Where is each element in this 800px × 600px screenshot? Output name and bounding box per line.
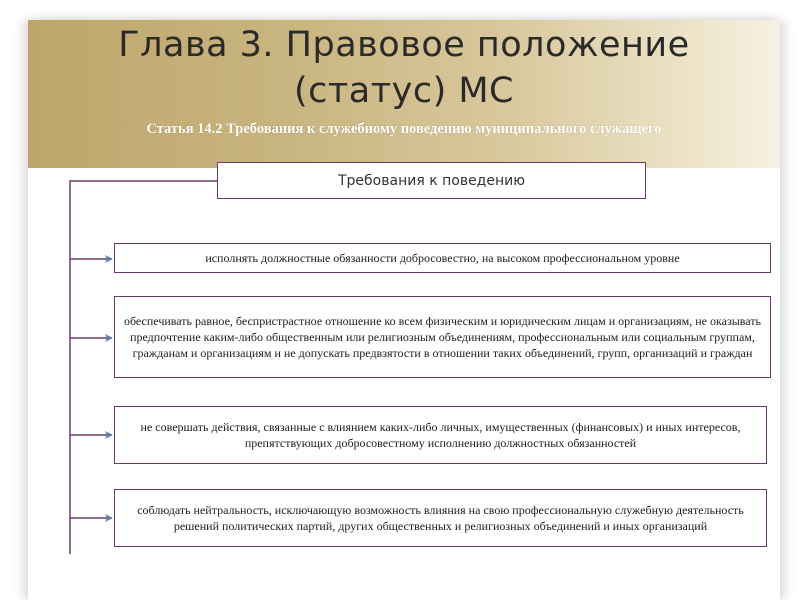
title-line-1: Глава 3. Правовое положение <box>118 25 690 65</box>
requirement-box-4: соблюдать нейтральность, исключающую возможность влияния на свою профессиональную служебную деятельность решений политических партий, других общественных и религиозных объединений и иных организаций <box>114 489 767 547</box>
requirement-box-1: исполнять должностные обязанности добросовестно, на высоком профессиональном уровне <box>114 243 771 273</box>
title-line-2: (статус) МС <box>294 71 514 111</box>
requirement-box-3: не совершать действия, связанные с влиянием каких-либо личных, имущественных (финансовых) и иных интересов, препятствующих добросовестному исполнению должностных обязанностей <box>114 406 767 464</box>
article-subtitle: Статья 14.2 Требования к служебному поведению муниципального служащего <box>146 121 662 137</box>
requirement-box-2: обеспечивать равное, беспристрастное отношение ко всем физическим и юридическим лицам и организациям, не оказывать предпочтение каким-либо общественным или религиозным объединениям, профессиональным или социальным группам, гражданам и организациям и не допускать предвзятости в отношении таких объединений, групп, организаций и граждан <box>114 296 771 378</box>
requirements-header-box: Требования к поведению <box>217 162 646 199</box>
